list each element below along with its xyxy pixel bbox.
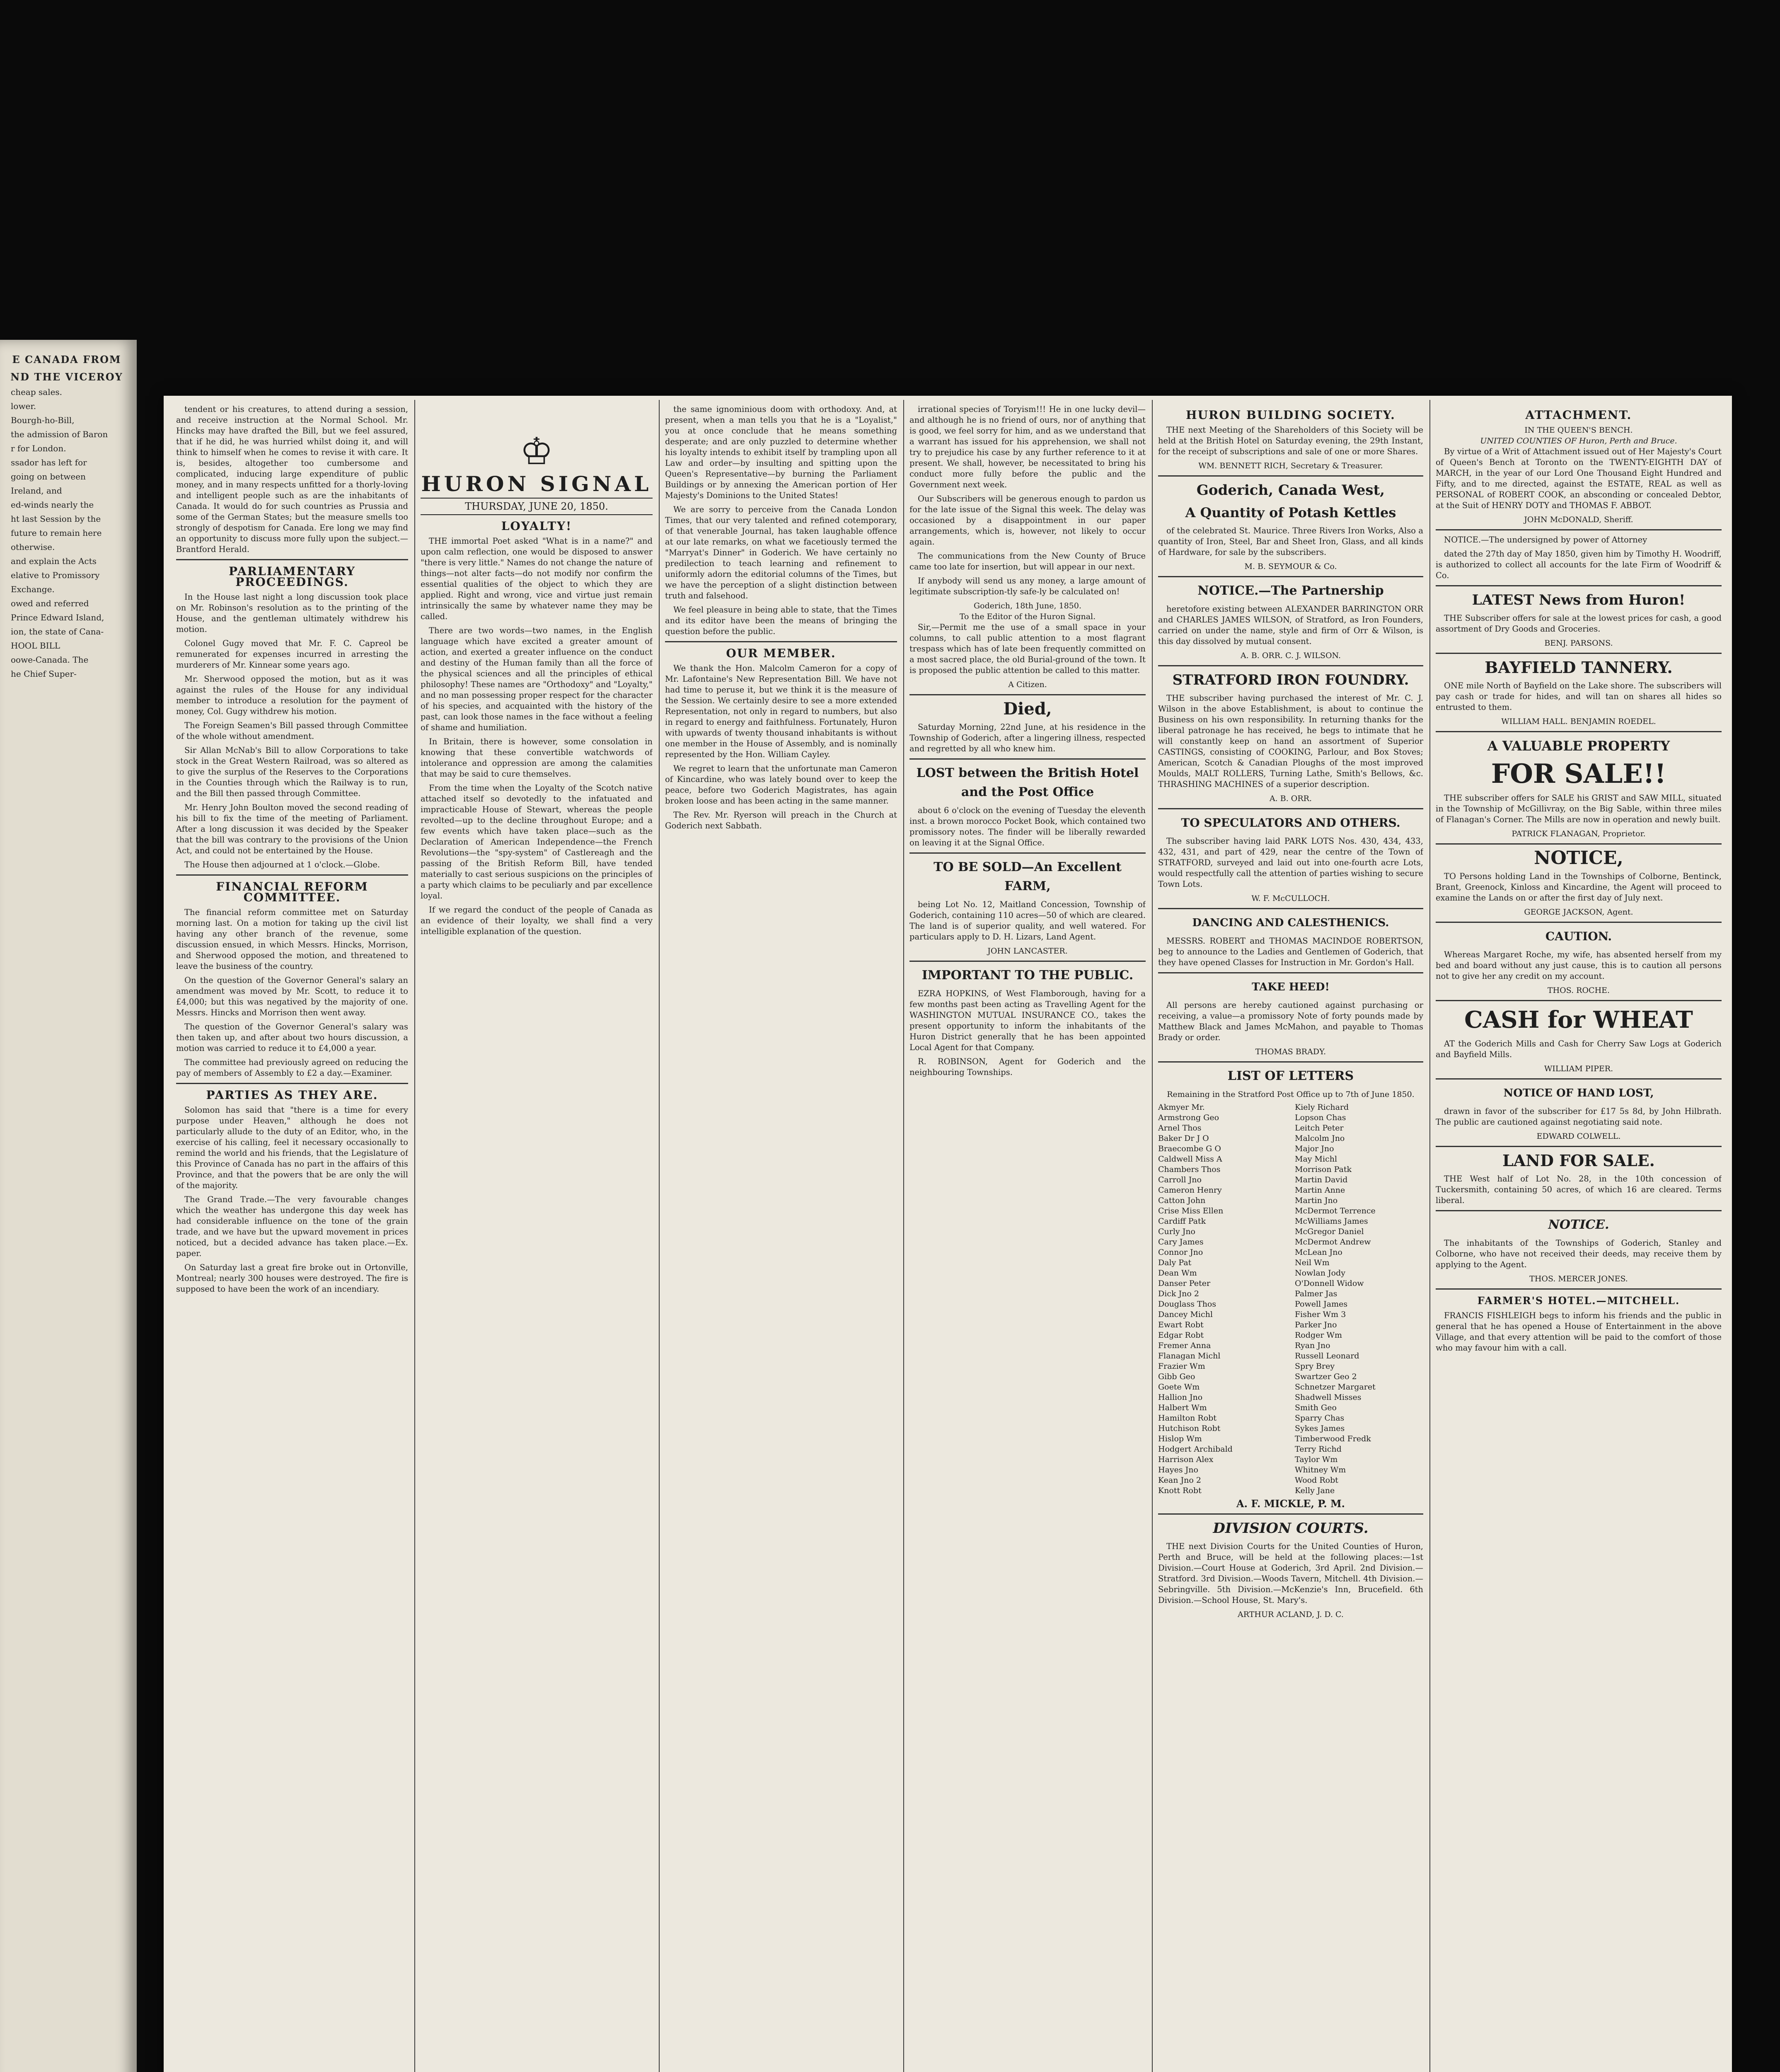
letter-recipient: O'Donnell Widow: [1295, 1279, 1364, 1288]
letter-recipient: Connor Jno: [1158, 1248, 1203, 1257]
ad-body: TO Persons holding Land in the Townships of Colborne, Bentinck, Brant, Greenock, Kinloss and Kincardine, the Agent will proceed to examine the Lands on or after the first day of July next.: [1436, 871, 1722, 903]
ad-signature: WILLIAM PIPER.: [1544, 1064, 1613, 1073]
article-paragraph: The communications from the New County of Bruce came too late for insertion, but will appear in our next.: [909, 551, 1146, 571]
letter-recipient: Leitch Peter: [1295, 1123, 1344, 1133]
article-heading: PARLIAMENTARY PROCEEDINGS.: [229, 564, 356, 589]
letter-recipient: Hislop Wm: [1158, 1434, 1202, 1443]
ad-body: AT the Goderich Mills and Cash for Cherry Saw Logs at Goderich and Bayfield Mills.: [1436, 1039, 1722, 1059]
letter-recipient: Taylor Wm: [1295, 1455, 1338, 1464]
ad-heading: Goderich, Canada West,: [1196, 482, 1385, 499]
royal-crest-icon: ♔: [520, 430, 554, 473]
letter-recipient: Cary James: [1158, 1237, 1204, 1247]
newspaper-title: HURON SIGNAL: [421, 472, 652, 496]
ad-big-heading: FOR SALE!!: [1491, 758, 1666, 789]
article-paragraph: On the question of the Governor General's salary an amendment was moved by Mr. Scott, to reduce it to £4,000; but this was negatived by the majority of one. Messrs. Hincks and Morrison then went away.: [176, 975, 408, 1017]
article-heading: LOYALTY!: [501, 519, 572, 533]
letter-recipient: Spry Brey: [1295, 1362, 1335, 1371]
adjacent-page-column: [2, 348, 131, 2072]
ad-body: THE next Division Courts for the United Counties of Huron, Perth and Bruce, will be held at the following places:—1st Division.—Court House at Goderich, 3rd April. 2nd Division.—Stratford. 3rd Division.—Woods Tavern, Mitchell. 4th Division.—Sebringville. 5th Division.—McKenzie's Inn, Brucefield. 6th Division.—School House, St. Mary's.: [1158, 1542, 1423, 1605]
letter-date: Goderich, 18th June, 1850.: [973, 601, 1082, 610]
ad-heading: DIVISION COURTS.: [1213, 1520, 1369, 1537]
article-paragraph: If we regard the conduct of the people of Canada as an evidence of their loyalty, we shall find a very intelligible explanation of the question.: [421, 905, 653, 936]
ad-heading: LAND FOR SALE.: [1502, 1151, 1655, 1170]
ad-signature: W. F. McCULLOCH.: [1251, 894, 1330, 903]
article-paragraph: In Britain, there is however, some consolation in knowing that these convertible watchwords of intolerance and oppression are among the calamities that may be said to cure themselves.: [421, 737, 653, 779]
letter-recipient: Dancey Michl: [1158, 1310, 1213, 1319]
letter-recipient: Douglass Thos: [1158, 1300, 1216, 1309]
fragment-line: r for London.: [11, 443, 66, 453]
fragment-heading: E CANADA FROM: [12, 353, 121, 366]
fragment-line: Prince Edward Island,: [11, 612, 104, 622]
letter-recipient: Russell Leonard: [1295, 1351, 1359, 1360]
letter-recipient: Chambers Thos: [1158, 1165, 1221, 1174]
ad-body: THE subscriber having purchased the interest of Mr. C. J. Wilson in the above Establishment, is about to continue the Business on his own responsibility. In returning thanks for the liberal patronage he has received, he begs to intimate that he will constantly keep on hand an assortment of Superior CASTINGS, consisting of COOKING, Parlour, and Box Stoves; American, Scotch & Canadian Ploughs of the most improved Moulds, MALT ROLLERS, Turning Lathe, Smith's Bellows, &c. THRASHING MACHINES of a superior description.: [1158, 693, 1423, 789]
ad-signature: A. F. MICKLE, P. M.: [1236, 1498, 1345, 1510]
letter-recipient: Major Jno: [1295, 1144, 1334, 1153]
insurance-body: EZRA HOPKINS, of West Flamborough, having for a few months past been acting as Travelling Agent for the WASHINGTON MUTUAL INSURANCE CO., takes the present opportunity to inform the inhabitants of the Huron District generally that he has been appointed Local Agent for that Company.: [909, 989, 1146, 1052]
article-paragraph: The Foreign Seamen's Bill passed through Committee of the whole without amendment.: [176, 721, 408, 741]
letter-recipient: Cameron Henry: [1158, 1186, 1222, 1195]
article-paragraph: irrational species of Toryism!!! He in one lucky devil—and although he is no friend of ours, nor of anything that is good, we feel sorry for him, and as we understand that a warrant has issued for his apprehension, we shall not try to prejudice his case by any further reference to it at present. We shall, however, be necessitated to bring his conduct more fully before the public and the Government next week.: [909, 404, 1146, 489]
letter-recipient: Morrison Patk: [1295, 1165, 1352, 1174]
letter-recipient: Martin Jno: [1295, 1196, 1338, 1205]
ad-body: THE subscriber offers for SALE his GRIST and SAW MILL, situated in the Township of McGillivray, on the Big Sable, within three miles of Flanagan's Corner. The Mills are now in operation and newly built.: [1436, 793, 1722, 824]
letter-recipient: Caldwell Miss A: [1158, 1155, 1222, 1164]
lost-ad-heading: LOST between the British Hotel and the Post Office: [916, 766, 1139, 799]
letter-recipient: Timberwood Fredk: [1295, 1434, 1371, 1443]
ad-body: FRANCIS FISHLEIGH begs to inform his friends and the public in general that he has opened a House of Entertainment in the above Village, and that every attention will be paid to the comfort of those who may favour him with a call.: [1436, 1311, 1722, 1353]
ad-body: The inhabitants of the Townships of Goderich, Stanley and Colborne, who have not received their deeds, may receive them by applying to the Agent.: [1436, 1238, 1722, 1269]
letter-recipient: Schnetzer Margaret: [1295, 1382, 1376, 1392]
letter-recipient: Armstrong Geo: [1158, 1113, 1219, 1122]
letter-recipient: Wood Robt: [1295, 1476, 1338, 1485]
ad-body: Whereas Margaret Roche, my wife, has absented herself from my bed and board without any just cause, this is to caution all persons not to give her any credit on my account.: [1436, 950, 1722, 981]
letter-recipient: Whitney Wm: [1295, 1465, 1346, 1474]
farm-sale-body: being Lot No. 12, Maitland Concession, Township of Goderich, containing 110 acres—50 of which are cleared. The land is of superior quality, and well watered. For particulars apply to D. H. Lizars, Land Agent.: [909, 900, 1146, 942]
fragment-line: ion, the state of Cana-: [11, 627, 104, 637]
fragment-line: cheap sales.: [11, 387, 63, 397]
letter-recipient: McWilliams James: [1295, 1217, 1368, 1226]
letter-recipient: Malcolm Jno: [1295, 1134, 1345, 1143]
letter-recipient: Parker Jno: [1295, 1320, 1337, 1329]
counties: UNITED COUNTIES OF Huron, Perth and Bruce.: [1480, 436, 1677, 445]
letter-recipient: Kelly Jane: [1295, 1486, 1335, 1495]
fragment-heading: ND THE VICEROY: [10, 371, 123, 383]
lost-ad-body: about 6 o'clock on the evening of Tuesday the eleventh inst. a brown morocco Pocket Book, which contained two promissory notes. The finder will be liberally rewarded on leaving it at the Signal Office.: [909, 806, 1146, 847]
letter-recipient: Harrison Alex: [1158, 1455, 1214, 1464]
ad-heading: LIST OF LETTERS: [1227, 1069, 1354, 1083]
ad-signature: M. B. SEYMOUR & Co.: [1244, 562, 1337, 571]
fragment-line: ed-winds nearly the: [11, 500, 94, 510]
article-paragraph: The House then adjourned at 1 o'clock.—Globe.: [184, 860, 380, 869]
ad-heading: LATEST News from Huron!: [1472, 592, 1686, 608]
letter-body: Sir,—Permit me the use of a small space in your columns, to call public attention to a most flagrant trespass which has of late been frequently committed on a most sacred place, the old Burial-ground of the town. It is proposed the public attention be called to this matter.: [909, 622, 1146, 675]
article-paragraph: The financial reform committee met on Saturday morning last. On a motion for taking up the civil list having any other branch of the revenue, some discussion ensued, in which Messrs. Hincks, Morrison, and Sherwood opposed the motion, and threatened to leave the business of the country.: [176, 908, 408, 971]
court-name: IN THE QUEEN'S BENCH.: [1524, 426, 1633, 435]
letter-recipient: Halbert Wm: [1158, 1403, 1207, 1412]
ad-signature: EDWARD COLWELL.: [1536, 1132, 1621, 1141]
letter-recipient: Sykes James: [1295, 1424, 1345, 1433]
letter-recipient: Hallion Jno: [1158, 1393, 1203, 1402]
letter-recipient: Powell James: [1295, 1300, 1348, 1309]
ad-body: ONE mile North of Bayfield on the Lake shore. The subscribers will pay cash or trade for hides, and will tan on shares all hides so entrusted to them.: [1436, 681, 1722, 712]
letter-signature: A Citizen.: [1008, 680, 1047, 689]
fragment-line: owed and referred: [11, 598, 89, 608]
letter-recipient: Frazier Wm: [1158, 1362, 1205, 1371]
article-continuation: tendent or his creatures, to attend during a session, and receive instruction at the Normal School. Mr. Hincks may have drafted the Bill, but we feel assured, that if he did, he was hurried whilst doing it, and will think to himself when he comes to revise it with care. It is, besides, altogether too cumbersome and complicated, inducing large expenditure of public money, and in many respects unfitted for a thorly-loving and intelligent people such as are the inhabitants of Canada. It would do for such countries as Prussia and some of the German States; but the measure smells too strongly of despotism for Canada. Ere long we may find an opportunity to discuss more fully upon the subject.—Brantford Herald.: [176, 404, 408, 554]
ad-heading: NOTICE.: [1548, 1218, 1609, 1232]
ad-heading: CAUTION.: [1545, 929, 1612, 943]
ad-heading: NOTICE,: [1534, 847, 1623, 869]
column-2: [421, 404, 653, 2072]
ad-heading: NOTICE.—The Partnership: [1197, 583, 1384, 598]
article-paragraph: We thank the Hon. Malcolm Cameron for a copy of Mr. Lafontaine's New Representation Bill. We have not had time to peruse it, but we think it is the measure of the Session. We certainly desire to see a more extended Representation, not only in regard to numbers, but also in regard to energy and faithfulness. Fortunately, Huron with upwards of twenty thousand inhabitants is without one member in the House of Assembly, and is nominally represented by the Hon. William Cayley.: [665, 663, 897, 759]
insurance-heading: IMPORTANT TO THE PUBLIC.: [921, 968, 1134, 983]
ad-body: THE Subscriber offers for sale at the lowest prices for cash, a good assortment of Dry Goods and Groceries.: [1436, 613, 1722, 634]
letter-recipient: Arnel Thos: [1158, 1123, 1202, 1133]
letter-recipient: Hodgert Archibald: [1158, 1445, 1233, 1454]
article-paragraph: Mr. Sherwood opposed the motion, but as it was against the rules of the House for any individual member to introduce a resolution for the payment of money, Col. Gugy withdrew his motion.: [176, 674, 408, 716]
letter-recipient: Cardiff Patk: [1158, 1217, 1206, 1226]
ad-heading: TAKE HEED!: [1252, 981, 1330, 993]
fragment-line: elative to Promissory: [11, 570, 100, 580]
column-1: [176, 404, 408, 2072]
ad-body: MESSRS. ROBERT and THOMAS MACINDOE ROBERTSON, beg to announce to the Ladies and Gentlemen of Goderich, that they have opened Classes for Instruction in Mr. Gordon's Hall.: [1158, 936, 1423, 967]
letter-recipient: Edgar Robt: [1158, 1331, 1204, 1340]
letter-recipient: Terry Richd: [1295, 1445, 1342, 1454]
letter-recipient: McGregor Daniel: [1295, 1227, 1364, 1236]
ad-signature: WILLIAM HALL. BENJAMIN ROEDEL.: [1501, 717, 1656, 726]
article-paragraph: The committee had previously agreed on reducing the pay of members of Assembly to £2 a day.—Examiner.: [176, 1058, 408, 1078]
ad-signature: BENJ. PARSONS.: [1544, 639, 1613, 648]
article-paragraph: On Saturday last a great fire broke out in Ortonville, Montreal; nearly 300 houses were destroyed. The fire is supposed to have been the work of an incendiary.: [176, 1263, 408, 1294]
fragment-line: he Chief Super-: [11, 669, 77, 679]
letter-recipient: Shadwell Misses: [1295, 1393, 1362, 1402]
ad-signature: THOS. MERCER JONES.: [1529, 1274, 1628, 1283]
ad-signature: THOS. ROCHE.: [1547, 986, 1610, 995]
ad-signature: GEORGE JACKSON, Agent.: [1524, 908, 1633, 917]
letter-recipient: Gibb Geo: [1158, 1372, 1195, 1381]
fragment-line: future to remain here: [11, 528, 102, 538]
ad-body: drawn in favor of the subscriber for £17 5s 8d, by John Hilbrath. The public are cautioned against negotiating said note.: [1436, 1106, 1722, 1127]
article-paragraph: From the time when the Loyalty of the Scotch native attached itself so devotedly to the infatuated and impracticable House of Stewart, whereas the people revolted—up to the decline throughout Europe; and a few events which have taken place—such as the Declaration of American Independence—the French Revolutions—the "spy-system" of Castlereagh and the passing of the British Reform Bill, have tended materially to cast serious suspicions on the principles of a party which claims to be peculiarly and par excellence loyal.: [421, 783, 653, 900]
ad-heading: ATTACHMENT.: [1525, 408, 1632, 422]
ad-signature: A. B. ORR. C. J. WILSON.: [1241, 651, 1341, 660]
article-heading: PARTIES AS THEY ARE.: [206, 1088, 378, 1102]
letter-recipient: Swartzer Geo 2: [1295, 1372, 1357, 1381]
issue-date: THURSDAY, JUNE 20, 1850.: [421, 498, 653, 515]
letter-recipient: Sparry Chas: [1295, 1414, 1345, 1423]
article-paragraph: Solomon has said that "there is a time for every purpose under Heaven," although he does not particularly allude to the duty of an Editor, who, in the exercise of his calling, feel it necessary occasionally to remind the world and his friends, that the Legislature of this Province of Canada has no part in the affairs of this Province, and that the powers that be are only the will of the majority.: [176, 1105, 408, 1190]
fragment-line: HOOL BILL: [11, 641, 60, 651]
ad-heading: TO SPECULATORS AND OTHERS.: [1181, 816, 1400, 830]
adjacent-page-fragment: [0, 340, 137, 2072]
ad-heading: A Quantity of Potash Kettles: [1185, 505, 1396, 520]
ad-body: dated the 27th day of May 1850, given him by Timothy H. Woodriff, is authorized to collect all accounts for the late Firm of Woodriff & Co.: [1436, 549, 1722, 580]
fragment-line: going on between: [11, 472, 86, 482]
letter-recipient: May Michl: [1295, 1155, 1337, 1164]
article-paragraph: We are sorry to perceive from the Canada London Times, that our very talented and refined cotemporary, of that venerable Journal, has taken laughable offence at our late remarks, on what we facetiously termed the "Marryat's Dinner" in Goderich. We have certainly no predilection to teach learning and refinement to uniformly adorn the editorial columns of the Times, but we have the perception of a slight distinction between truth and falsehood.: [665, 505, 897, 600]
column-4: [909, 404, 1146, 2072]
ad-heading: FARMER'S HOTEL.—MITCHELL.: [1477, 1295, 1680, 1307]
ad-body: THE next Meeting of the Shareholders of this Society will be held at the British Hotel on Saturday evening, the 29th Instant, for the receipt of subscriptions and sale of one or more Shares.: [1158, 425, 1423, 456]
ad-signature: JOHN McDONALD, Sheriff.: [1524, 515, 1633, 524]
ad-body: heretofore existing between ALEXANDER BARRINGTON ORR and CHARLES JAMES WILSON, of Stratford, as Iron Founders, carried on under the name, style and firm of Orr & Wilson, is this day dissolved by mutual consent.: [1158, 604, 1423, 646]
letter-recipient: McDermot Andrew: [1295, 1237, 1371, 1247]
letter-recipient: Flanagan Michl: [1158, 1351, 1221, 1360]
article-heading: FINANCIAL REFORM COMMITTEE.: [216, 880, 368, 904]
ad-signature: JOHN LANCASTER.: [987, 946, 1068, 956]
article-paragraph: The Grand Trade.—The very favourable changes which the weather has undergone this day week has had considerable influence on the tone of the grain trade, and we have but the upward movement in prices noticed, but a decided advance has taken place.—Ex. paper.: [176, 1195, 408, 1258]
letter-recipient: Hutchison Robt: [1158, 1424, 1221, 1433]
letter-recipient: McDermot Terrence: [1295, 1206, 1376, 1215]
letter-recipient: Rodger Wm: [1295, 1331, 1342, 1340]
letter-recipient: Nowlan Jody: [1295, 1268, 1345, 1278]
letter-recipient: Palmer Jas: [1295, 1289, 1337, 1298]
ad-body: THE West half of Lot No. 28, in the 10th concession of Tuckersmith, containing 50 acres, of which 16 are cleared. Terms liberal.: [1436, 1174, 1722, 1205]
letter-recipient: Akmyer Mr.: [1158, 1103, 1205, 1112]
letter-recipient: Daly Pat: [1158, 1258, 1192, 1267]
letter-recipient: Fremer Anna: [1158, 1341, 1211, 1350]
letter-recipient: McLean Jno: [1295, 1248, 1342, 1257]
article-paragraph: the same ignominious doom with orthodoxy. And, at present, when a man tells you that he is a "Loyalist," you at once conclude that he means something desperate; and are only puzzled to determine whether his loyalty intends to exhibit itself by trampling upon all Law and order—by insulting and spitting upon the Queen's Representative—by burning the Parliament Buildings or by annexing the American portion of Her Majesty's Dominions to the United States!: [665, 404, 897, 500]
ad-signature: WM. BENNETT RICH, Secretary & Treasurer.: [1198, 461, 1383, 470]
letter-recipient: Martin David: [1295, 1175, 1348, 1184]
article-paragraph: THE immortal Poet asked "What is in a name?" and upon calm reflection, one would be disposed to answer "there is very little." Names do not change the nature of things—not alter facts—do not modify nor confirm the essential qualities of the object to which they are applied. Right and wrong, vice and virtue just remain intrinsically the same by whatever name they may be called.: [421, 536, 653, 621]
column-5: [1158, 404, 1423, 2072]
letter-recipient: Fisher Wm 3: [1295, 1310, 1346, 1319]
letter-recipient: Smith Geo: [1295, 1403, 1337, 1412]
letter-recipient: Catton John: [1158, 1196, 1206, 1205]
ad-body: By virtue of a Writ of Attachment issued out of Her Majesty's Court of Queen's Bench at Toronto on the TWENTY-EIGHTH DAY of MARCH, in the year of our Lord One Thousand Eight Hundred and Fifty, and to me directed, against the ESTATE, REAL as well as PERSONAL of ROBERT COOK, an absconding or concealed Debtor, at the Suit of HENRY DOTY and THOMAS F. ABBOT.: [1436, 447, 1722, 510]
article-paragraph: The question of the Governor General's salary was then taken up, and after about two hours discussion, a motion was carried to reduce it to £4,000 a year.: [176, 1022, 408, 1053]
letter-recipient: Ewart Robt: [1158, 1320, 1204, 1329]
letter-recipient: Martin Anne: [1295, 1186, 1345, 1195]
letter-recipient: Lopson Chas: [1295, 1113, 1346, 1122]
fragment-line: Ireland, and: [11, 486, 62, 496]
ad-heading: DANCING AND CALESTHENICS.: [1192, 917, 1389, 929]
fragment-line: and explain the Acts: [11, 556, 97, 566]
fragment-line: oowe-Canada. The: [11, 655, 89, 665]
letter-recipient: Dick Jno 2: [1158, 1289, 1199, 1298]
fragment-line: ssador has left for: [11, 457, 87, 467]
letter-recipient: Kiely Richard: [1295, 1103, 1349, 1112]
letter-recipient: Goete Wm: [1158, 1382, 1200, 1392]
letter-recipient: Danser Peter: [1158, 1279, 1211, 1288]
column-3: [665, 404, 897, 2072]
fragment-line: Exchange.: [11, 584, 55, 594]
fragment-line: ht last Session by the: [11, 514, 101, 524]
ad-heading: NOTICE OF HAND LOST,: [1503, 1087, 1654, 1099]
letters-list: [1158, 1102, 1423, 1496]
fragment-line: otherwise.: [11, 542, 55, 552]
fragment-line: the admission of Baron: [11, 429, 108, 439]
ad-body: All persons are hereby cautioned against purchasing or receiving, a value—a promissory Note of forty pounds made by Matthew Black and James McMahon, and payable to Thomas Brady or order.: [1158, 1000, 1423, 1042]
ad-signature: THOMAS BRADY.: [1255, 1047, 1326, 1056]
ad-heading: A VALUABLE PROPERTY: [1487, 738, 1670, 754]
ad-heading: HURON BUILDING SOCIETY.: [1186, 408, 1395, 422]
article-paragraph: Our Subscribers will be generous enough to pardon us for the late issue of the Signal this week. The delay was occasioned by a disappointment in our paper arrangements, which is, however, not likely to occur again.: [909, 494, 1146, 547]
letter-recipient: Neil Wm: [1295, 1258, 1330, 1267]
letter-recipient: Ryan Jno: [1295, 1341, 1330, 1350]
article-paragraph: We feel pleasure in being able to state, that the Times and its editor have been the means of bringing the question before the public.: [665, 605, 897, 636]
letters-intro: Remaining in the Stratford Post Office up to 7th of June 1850.: [1167, 1090, 1415, 1099]
letter-recipient: Crise Miss Ellen: [1158, 1206, 1224, 1215]
deaths-heading: Died,: [1003, 699, 1052, 719]
farm-sale-heading: TO BE SOLD—An Excellent FARM,: [934, 860, 1122, 893]
letter-recipient: Carroll Jno: [1158, 1175, 1202, 1184]
column-6: [1436, 404, 1722, 2072]
ad-signature: PATRICK FLANAGAN, Proprietor.: [1512, 829, 1646, 838]
letter-recipient: Dean Wm: [1158, 1268, 1197, 1278]
ad-signature: ARTHUR ACLAND, J. D. C.: [1238, 1610, 1344, 1619]
letter-addressee: To the Editor of the Huron Signal.: [959, 612, 1096, 621]
article-paragraph: We regret to learn that the unfortunate man Cameron of Kincardine, who was lately bound over to keep the peace, before two Goderich Magistrates, has again broken loose and has been acting in the same manner.: [665, 764, 897, 806]
masthead: [421, 429, 653, 515]
letter-recipient: Kean Jno 2: [1158, 1476, 1201, 1485]
ad-body: The subscriber having laid PARK LOTS Nos. 430, 434, 433, 432, 431, and part of 429, near the centre of the Town of STRATFORD, surveyed and laid out into one-fourth acre Lots, would respectfully call the attention of parties wishing to secure Town Lots.: [1158, 836, 1423, 889]
article-paragraph: The Rev. Mr. Ryerson will preach in the Church at Goderich next Sabbath.: [665, 810, 897, 830]
letter-recipient: Knott Robt: [1158, 1486, 1202, 1495]
article-paragraph: Colonel Gugy moved that Mr. F. C. Capreol be remunerated for expenses incurred in arresting the murderers of Mr. Kinnear some years ago.: [176, 639, 408, 670]
article-paragraph: In the House last night a long discussion took place on Mr. Robinson's resolution as to the printing of the House, and the gentleman ultimately withdrew his motion.: [176, 592, 408, 634]
ad-body: of the celebrated St. Maurice. Three Rivers Iron Works, Also a quantity of Iron, Steel, Bar and Sheet Iron, Glass, and all kinds of Hardware, for sale by the subscribers.: [1158, 526, 1423, 557]
death-notice: Saturday Morning, 22nd June, at his residence in the Township of Goderich, after a lingering illness, respected and regretted by all who knew him.: [909, 722, 1146, 753]
letter-recipient: Hayes Jno: [1158, 1465, 1198, 1474]
article-paragraph: Sir Allan McNab's Bill to allow Corporations to take stock in the Great Western Railroad, was so altered as to give the surplus of the Reserves to the Corporations in the Counties through which the Railway is to run, and the Bill then passed through Committee.: [176, 746, 408, 798]
newspaper-page: [164, 396, 1732, 2072]
fragment-line: Bourgh-ho-Bill,: [11, 415, 75, 425]
fragment-line: lower.: [11, 401, 36, 411]
ad-heading: BAYFIELD TANNERY.: [1485, 658, 1673, 677]
letter-recipient: Curly Jno: [1158, 1227, 1195, 1236]
ad-signature: A. B. ORR.: [1269, 794, 1312, 803]
article-paragraph: Mr. Henry John Boulton moved the second reading of his bill to fix the time of the meeting of Parliament. After a long discussion it was decided by the Speaker that the bill was contrary to the provisions of the Union Act, and could not be entertained by the House.: [176, 803, 408, 855]
insurance-agent: R. ROBINSON, Agent for Goderich and the neighbouring Townships.: [909, 1057, 1146, 1077]
article-heading: OUR MEMBER.: [726, 646, 836, 660]
article-paragraph: If anybody will send us any money, a large amount of legitimate subscription-tly safe-ly be calculated on!: [909, 576, 1146, 596]
ad-big-heading: CASH for WHEAT: [1464, 1006, 1693, 1034]
ad-heading: NOTICE.—The undersigned by power of Attorney: [1444, 535, 1647, 545]
letter-recipient: Braecombe G O: [1158, 1144, 1221, 1153]
letter-recipient: Hamilton Robt: [1158, 1414, 1216, 1423]
article-paragraph: There are two words—two names, in the English language which have excited a greater amount of action, and exerted a greater influence on the conduct and destiny of the Human family than all the force of the physical sciences and all the principles of ethical philosophy! These names are "Orthodoxy" and "Loyalty," and no man possessing proper respect for the character of his species, and acquainted with the history of the past, can look those names in the face without a feeling of shame and humiliation.: [421, 626, 653, 732]
letter-recipient: Baker Dr J O: [1158, 1134, 1209, 1143]
ad-heading: STRATFORD IRON FOUNDRY.: [1172, 672, 1409, 688]
